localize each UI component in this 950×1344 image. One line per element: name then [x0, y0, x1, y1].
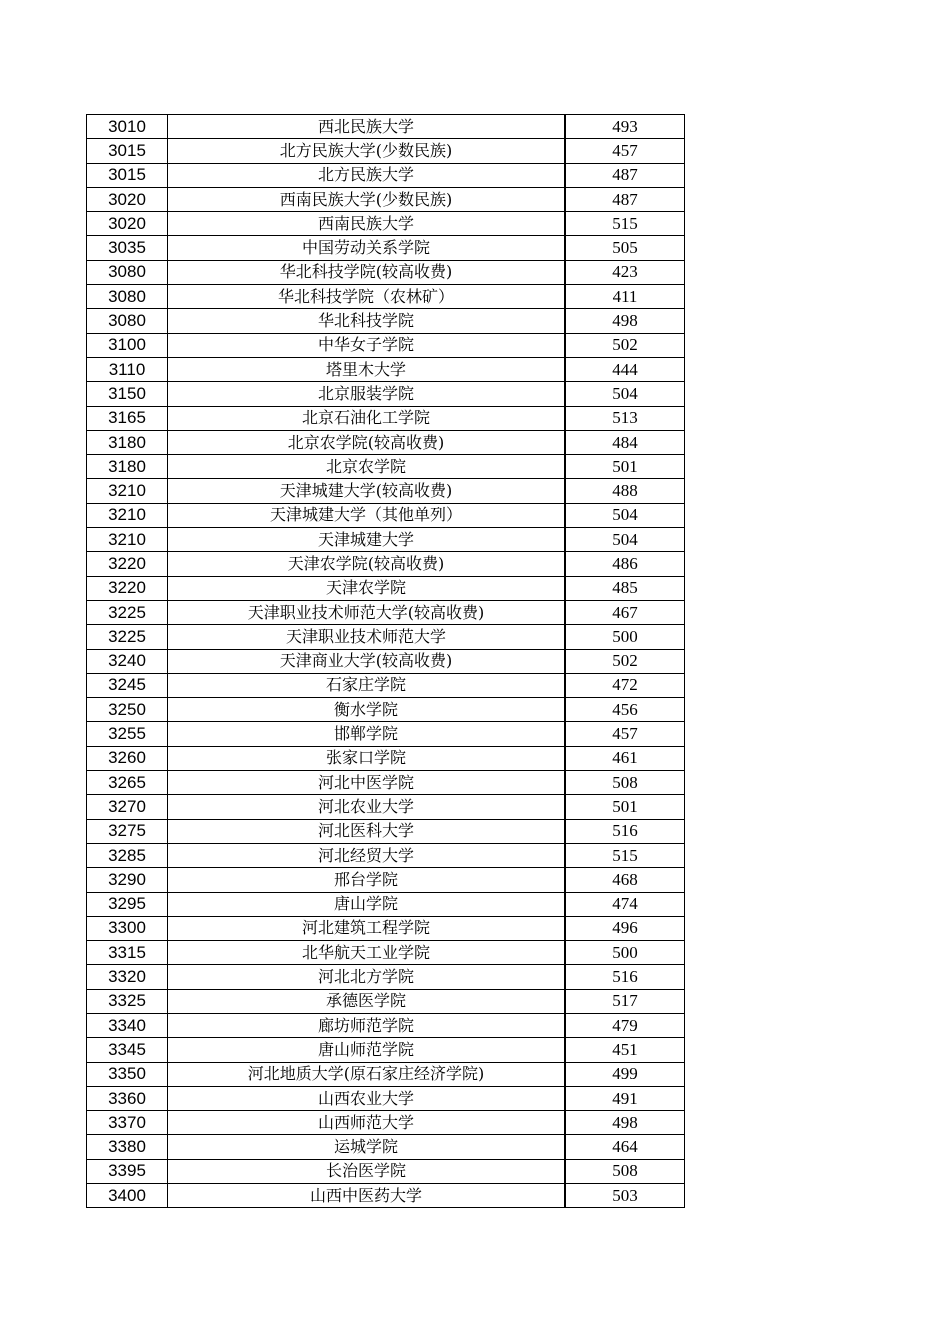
score-cell: 498: [565, 309, 685, 333]
school-code-cell: 3295: [87, 892, 168, 916]
school-code-cell: 3360: [87, 1086, 168, 1110]
table-row: [87, 552, 685, 576]
school-code-cell: 3225: [87, 625, 168, 649]
table-row: [87, 673, 685, 697]
school-name-cell: 华北科技学院（农林矿）: [168, 285, 566, 309]
school-code-cell: 3300: [87, 916, 168, 940]
school-name-cell: 山西农业大学: [168, 1086, 566, 1110]
score-cell: 457: [565, 722, 685, 746]
school-name-cell: 中国劳动关系学院: [168, 236, 566, 260]
school-name-cell: 河北地质大学(原石家庄经济学院): [168, 1062, 566, 1086]
school-name-cell: 塔里木大学: [168, 357, 566, 381]
school-code-cell: 3020: [87, 212, 168, 236]
score-cell: 488: [565, 479, 685, 503]
school-name-cell: 北京农学院(较高收费): [168, 430, 566, 454]
school-name-cell: 河北医科大学: [168, 819, 566, 843]
score-cell: 496: [565, 916, 685, 940]
table-row: [87, 333, 685, 357]
table-row: [87, 625, 685, 649]
school-code-cell: 3315: [87, 941, 168, 965]
score-cell: 515: [565, 843, 685, 867]
table-row: [87, 722, 685, 746]
school-name-cell: 北京服装学院: [168, 382, 566, 406]
school-code-cell: 3010: [87, 115, 168, 139]
school-code-cell: 3260: [87, 746, 168, 770]
table-row: [87, 1184, 685, 1208]
school-code-cell: 3340: [87, 1013, 168, 1037]
table-row: [87, 941, 685, 965]
school-code-cell: 3210: [87, 503, 168, 527]
school-name-cell: 山西师范大学: [168, 1111, 566, 1135]
school-code-cell: 3290: [87, 868, 168, 892]
school-name-cell: 河北经贸大学: [168, 843, 566, 867]
school-code-cell: 3210: [87, 479, 168, 503]
school-name-cell: 西南民族大学(少数民族): [168, 187, 566, 211]
table-row: [87, 1111, 685, 1135]
score-cell: 515: [565, 212, 685, 236]
table-row: [87, 576, 685, 600]
score-cell: 474: [565, 892, 685, 916]
school-name-cell: 北方民族大学: [168, 163, 566, 187]
school-code-cell: 3210: [87, 528, 168, 552]
score-cell: 502: [565, 649, 685, 673]
score-cell: 501: [565, 795, 685, 819]
score-cell: 504: [565, 382, 685, 406]
score-cell: 461: [565, 746, 685, 770]
score-cell: 456: [565, 698, 685, 722]
score-cell: 444: [565, 357, 685, 381]
score-cell: 501: [565, 455, 685, 479]
score-table-body: [87, 115, 685, 1208]
school-code-cell: 3325: [87, 989, 168, 1013]
table-row: [87, 649, 685, 673]
table-row: [87, 357, 685, 381]
score-cell: 503: [565, 1184, 685, 1208]
table-row: [87, 819, 685, 843]
school-name-cell: 唐山学院: [168, 892, 566, 916]
table-row: [87, 163, 685, 187]
school-code-cell: 3165: [87, 406, 168, 430]
school-code-cell: 3380: [87, 1135, 168, 1159]
school-code-cell: 3180: [87, 455, 168, 479]
school-code-cell: 3015: [87, 139, 168, 163]
school-name-cell: 河北农业大学: [168, 795, 566, 819]
table-row: [87, 115, 685, 139]
score-cell: 500: [565, 941, 685, 965]
table-row: [87, 528, 685, 552]
school-name-cell: 河北建筑工程学院: [168, 916, 566, 940]
school-name-cell: 河北中医学院: [168, 771, 566, 795]
school-name-cell: 华北科技学院: [168, 309, 566, 333]
table-row: [87, 868, 685, 892]
table-row: [87, 309, 685, 333]
score-cell: 516: [565, 819, 685, 843]
score-cell: 451: [565, 1038, 685, 1062]
school-name-cell: 天津城建大学（其他单列）: [168, 503, 566, 527]
score-cell: 498: [565, 1111, 685, 1135]
school-name-cell: 山西中医药大学: [168, 1184, 566, 1208]
score-cell: 508: [565, 771, 685, 795]
table-row: [87, 503, 685, 527]
table-row: [87, 771, 685, 795]
score-cell: 493: [565, 115, 685, 139]
table-row: [87, 212, 685, 236]
table-row: [87, 892, 685, 916]
score-cell: 485: [565, 576, 685, 600]
school-code-cell: 3220: [87, 576, 168, 600]
table-row: [87, 285, 685, 309]
score-cell: 411: [565, 285, 685, 309]
score-table: [86, 114, 685, 1208]
school-code-cell: 3150: [87, 382, 168, 406]
score-cell: 491: [565, 1086, 685, 1110]
school-name-cell: 华北科技学院(较高收费): [168, 260, 566, 284]
school-code-cell: 3400: [87, 1184, 168, 1208]
table-row: [87, 1038, 685, 1062]
school-name-cell: 天津城建大学(较高收费): [168, 479, 566, 503]
school-name-cell: 邢台学院: [168, 868, 566, 892]
score-cell: 516: [565, 965, 685, 989]
school-code-cell: 3395: [87, 1159, 168, 1183]
school-name-cell: 邯郸学院: [168, 722, 566, 746]
table-row: [87, 795, 685, 819]
score-cell: 504: [565, 528, 685, 552]
table-row: [87, 746, 685, 770]
table-row: [87, 260, 685, 284]
school-code-cell: 3080: [87, 309, 168, 333]
table-row: [87, 965, 685, 989]
table-row: [87, 455, 685, 479]
school-code-cell: 3225: [87, 600, 168, 624]
school-code-cell: 3080: [87, 260, 168, 284]
school-code-cell: 3015: [87, 163, 168, 187]
score-cell: 484: [565, 430, 685, 454]
school-name-cell: 廊坊师范学院: [168, 1013, 566, 1037]
school-name-cell: 北京农学院: [168, 455, 566, 479]
school-name-cell: 运城学院: [168, 1135, 566, 1159]
school-name-cell: 天津农学院(较高收费): [168, 552, 566, 576]
school-code-cell: 3220: [87, 552, 168, 576]
school-code-cell: 3245: [87, 673, 168, 697]
school-code-cell: 3080: [87, 285, 168, 309]
school-name-cell: 北方民族大学(少数民族): [168, 139, 566, 163]
school-name-cell: 张家口学院: [168, 746, 566, 770]
score-cell: 517: [565, 989, 685, 1013]
score-cell: 505: [565, 236, 685, 260]
school-code-cell: 3265: [87, 771, 168, 795]
score-cell: 423: [565, 260, 685, 284]
school-name-cell: 唐山师范学院: [168, 1038, 566, 1062]
table-row: [87, 600, 685, 624]
school-code-cell: 3275: [87, 819, 168, 843]
table-row: [87, 916, 685, 940]
table-row: [87, 1013, 685, 1037]
school-code-cell: 3270: [87, 795, 168, 819]
table-row: [87, 139, 685, 163]
school-name-cell: 衡水学院: [168, 698, 566, 722]
table-row: [87, 1062, 685, 1086]
table-row: [87, 989, 685, 1013]
table-row: [87, 406, 685, 430]
score-cell: 464: [565, 1135, 685, 1159]
school-code-cell: 3035: [87, 236, 168, 260]
table-row: [87, 1086, 685, 1110]
score-cell: 472: [565, 673, 685, 697]
school-name-cell: 长治医学院: [168, 1159, 566, 1183]
school-name-cell: 天津农学院: [168, 576, 566, 600]
school-name-cell: 北华航天工业学院: [168, 941, 566, 965]
table-row: [87, 430, 685, 454]
score-cell: 500: [565, 625, 685, 649]
school-name-cell: 天津职业技术师范大学(较高收费): [168, 600, 566, 624]
school-name-cell: 承德医学院: [168, 989, 566, 1013]
school-name-cell: 西南民族大学: [168, 212, 566, 236]
score-cell: 513: [565, 406, 685, 430]
table-row: [87, 479, 685, 503]
score-cell: 457: [565, 139, 685, 163]
school-code-cell: 3370: [87, 1111, 168, 1135]
school-name-cell: 天津职业技术师范大学: [168, 625, 566, 649]
table-row: [87, 382, 685, 406]
school-name-cell: 北京石油化工学院: [168, 406, 566, 430]
school-code-cell: 3180: [87, 430, 168, 454]
score-cell: 487: [565, 163, 685, 187]
table-row: [87, 1135, 685, 1159]
school-code-cell: 3285: [87, 843, 168, 867]
school-name-cell: 天津商业大学(较高收费): [168, 649, 566, 673]
score-cell: 499: [565, 1062, 685, 1086]
score-cell: 487: [565, 187, 685, 211]
table-row: [87, 698, 685, 722]
school-name-cell: 石家庄学院: [168, 673, 566, 697]
table-row: [87, 236, 685, 260]
score-cell: 468: [565, 868, 685, 892]
score-cell: 467: [565, 600, 685, 624]
table-row: [87, 1159, 685, 1183]
school-code-cell: 3345: [87, 1038, 168, 1062]
score-cell: 502: [565, 333, 685, 357]
school-name-cell: 天津城建大学: [168, 528, 566, 552]
school-code-cell: 3240: [87, 649, 168, 673]
school-code-cell: 3320: [87, 965, 168, 989]
school-code-cell: 3350: [87, 1062, 168, 1086]
score-cell: 479: [565, 1013, 685, 1037]
school-name-cell: 西北民族大学: [168, 115, 566, 139]
school-name-cell: 中华女子学院: [168, 333, 566, 357]
table-row: [87, 843, 685, 867]
school-code-cell: 3255: [87, 722, 168, 746]
school-name-cell: 河北北方学院: [168, 965, 566, 989]
school-code-cell: 3110: [87, 357, 168, 381]
school-code-cell: 3250: [87, 698, 168, 722]
school-code-cell: 3100: [87, 333, 168, 357]
score-cell: 504: [565, 503, 685, 527]
score-cell: 486: [565, 552, 685, 576]
school-code-cell: 3020: [87, 187, 168, 211]
score-cell: 508: [565, 1159, 685, 1183]
table-row: [87, 187, 685, 211]
